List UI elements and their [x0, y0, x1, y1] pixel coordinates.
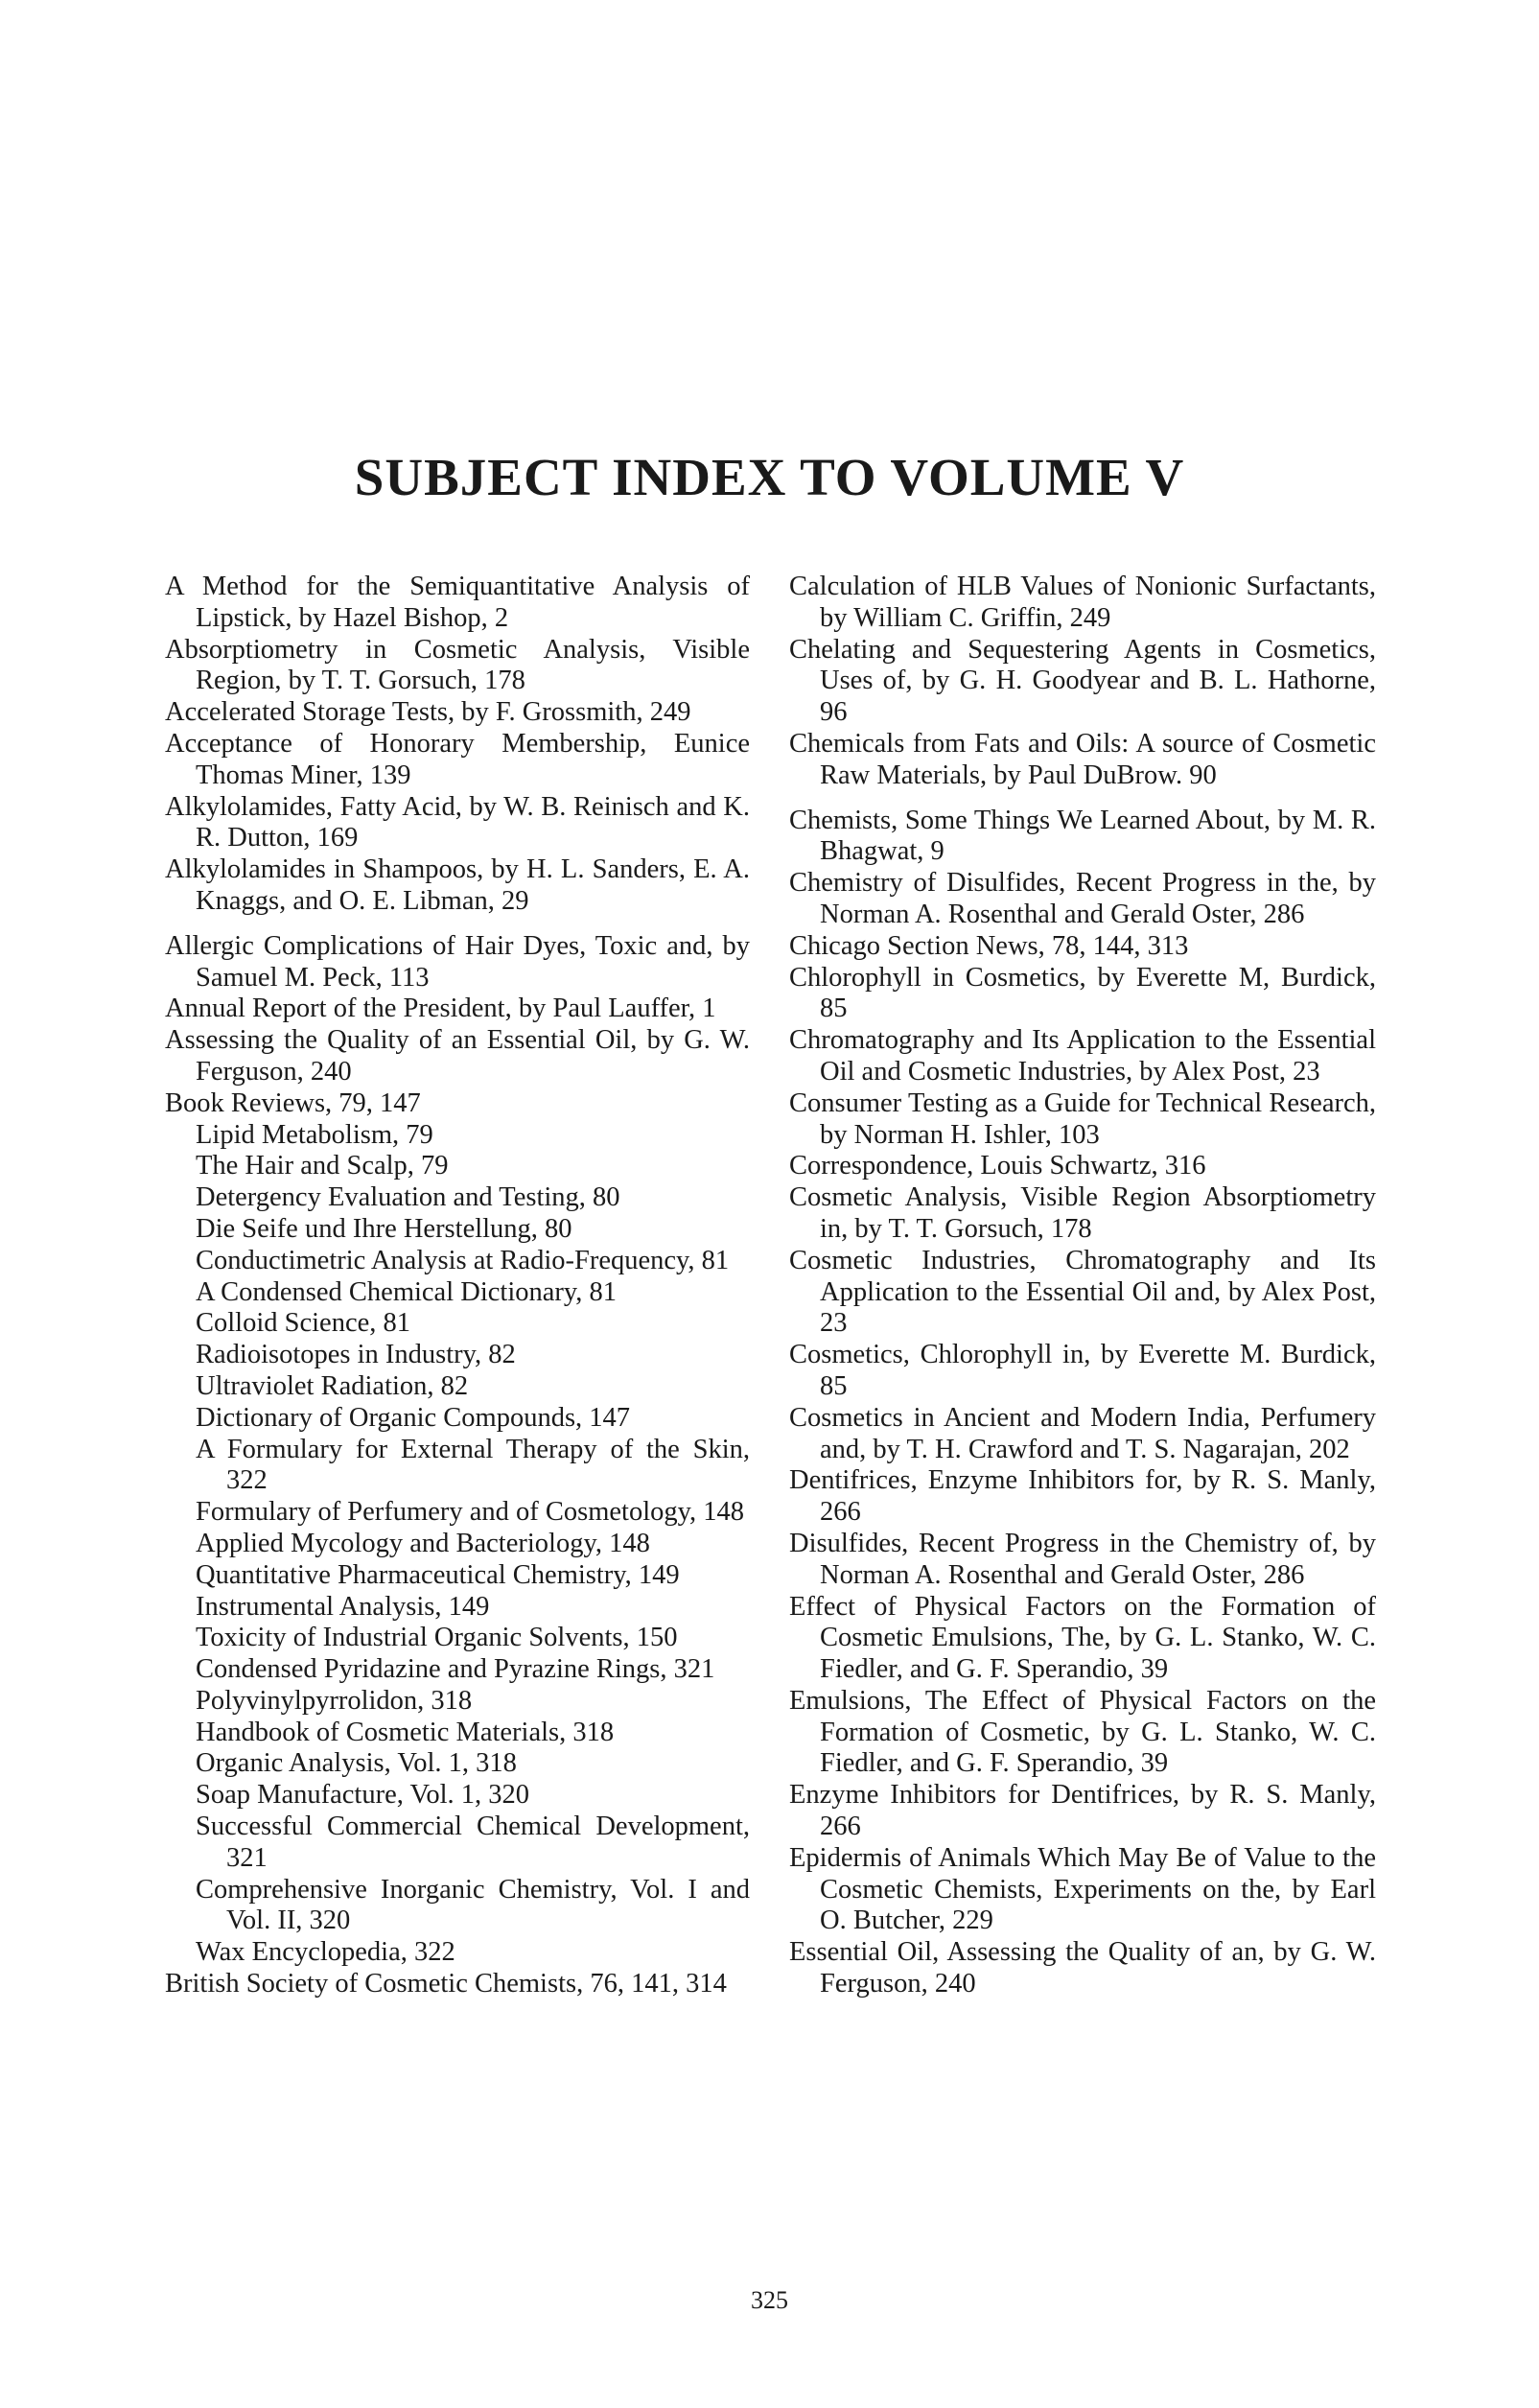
index-subentry: A Formulary for External Therapy of the Skin, 322	[196, 1434, 750, 1496]
index-entry: Epidermis of Animals Which May Be of Value to the Cosmetic Chemists, Experiments on the, by Earl O. Butcher, 229	[789, 1842, 1376, 1936]
index-subentry: Wax Encyclopedia, 322	[196, 1937, 455, 1968]
index-subentry: A Condensed Chemical Dictionary, 81	[196, 1276, 618, 1307]
index-entry: Chlorophyll in Cosmetics, by Everette M, Burdick, 85	[789, 962, 1376, 1024]
index-column-right	[789, 572, 1376, 2000]
index-subentry: Conductimetric Analysis at Radio-Frequency, 81	[196, 1245, 730, 1275]
index-subentry: Successful Commercial Chemical Development, 321	[196, 1812, 750, 1873]
index-subentry: Comprehensive Inorganic Chemistry, Vol. I and Vol. II, 320	[196, 1874, 750, 1936]
index-subentry: Dictionary of Organic Compounds, 147	[196, 1402, 631, 1433]
index-entry: Disulfides, Recent Progress in the Chemistry of, by Norman A. Rosenthal and Gerald Oster, 286	[789, 1528, 1376, 1590]
index-subentry: Instrumental Analysis, 149	[196, 1591, 490, 1622]
index-entry: A Method for the Semiquantitative Analysis of Lipstick, by Hazel Bishop, 2	[165, 572, 750, 633]
index-entry: Chelating and Sequestering Agents in Cosmetics, Uses of, by G. H. Goodyear and B. L. Hathorne, 96	[789, 634, 1376, 728]
index-entry: Chemistry of Disulfides, Recent Progress in the, by Norman A. Rosenthal and Gerald Oster, 286	[789, 868, 1376, 929]
index-entry: Calculation of HLB Values of Nonionic Surfactants, by William C. Griffin, 249	[789, 572, 1376, 633]
index-entry: Annual Report of the President, by Paul Lauffer, 1	[165, 994, 716, 1024]
index-entry: Effect of Physical Factors on the Formation of Cosmetic Emulsions, The, by G. L. Stanko, W. C. Fiedler, and G. F. Sperandio, 39	[789, 1591, 1376, 1685]
index-entry: Enzyme Inhibitors for Dentifrices, by R. S. Manly, 266	[789, 1780, 1376, 1842]
index-subentry: Soap Manufacture, Vol. 1, 320	[196, 1780, 530, 1811]
index-entry: Chemicals from Fats and Oils: A source of Cosmetic Raw Materials, by Paul DuBrow. 90	[789, 728, 1376, 790]
index-entry: Chemists, Some Things We Learned About, by M. R. Bhagwat, 9	[789, 805, 1376, 867]
index-entry: Dentifrices, Enzyme Inhibitors for, by R. S. Manly, 266	[789, 1465, 1376, 1528]
index-entry: Chicago Section News, 78, 144, 313	[789, 930, 1189, 961]
index-entry: Cosmetic Industries, Chromatography and Its Application to the Essential Oil and, by Alex Post, 23	[789, 1245, 1376, 1339]
index-subentry: Applied Mycology and Bacteriology, 148	[196, 1528, 650, 1558]
index-entry: Essential Oil, Assessing the Quality of an, by G. W. Ferguson, 240	[789, 1937, 1376, 1999]
index-entry: Consumer Testing as a Guide for Technical Research, by Norman H. Ishler, 103	[789, 1087, 1376, 1150]
index-subentry: Quantitative Pharmaceutical Chemistry, 149	[196, 1559, 680, 1590]
index-entry: British Society of Cosmetic Chemists, 76, 141, 314	[165, 1969, 727, 1999]
index-entry: Acceptance of Honorary Membership, Eunice Thomas Miner, 139	[165, 728, 750, 790]
index-entry: Cosmetic Analysis, Visible Region Absorptiometry in, by T. T. Gorsuch, 178	[789, 1182, 1376, 1244]
index-entry: Emulsions, The Effect of Physical Factors on the Formation of Cosmetic, by G. L. Stanko, W. C. Fiedler, and G. F. Sperandio, 39	[789, 1685, 1376, 1779]
index-entry: Correspondence, Louis Schwartz, 316	[789, 1151, 1206, 1181]
index-entry: Alkylolamides in Shampoos, by H. L. Sanders, E. A. Knaggs, and O. E. Libman, 29	[165, 854, 750, 916]
index-entry: Allergic Complications of Hair Dyes, Toxic and, by Samuel M. Peck, 113	[165, 930, 750, 993]
index-subentry: Detergency Evaluation and Testing, 80	[196, 1182, 620, 1213]
page-number: 325	[751, 2286, 788, 2314]
index-subentry: The Hair and Scalp, 79	[196, 1151, 449, 1181]
page-title: SUBJECT INDEX TO VOLUME V	[354, 448, 1185, 506]
index-entry: Book Reviews, 79, 147	[165, 1087, 421, 1118]
index-subentry: Polyvinylpyrrolidon, 318	[196, 1685, 473, 1716]
index-entry: Alkylolamides, Fatty Acid, by W. B. Reinisch and K. R. Dutton, 169	[165, 791, 750, 853]
index-column-left	[165, 572, 750, 2000]
index-subentry: Lipid Metabolism, 79	[196, 1119, 433, 1150]
index-entry: Absorptiometry in Cosmetic Analysis, Visible Region, by T. T. Gorsuch, 178	[165, 634, 750, 696]
index-entry: Chromatography and Its Application to the Essential Oil and Cosmetic Industries, by Alex Post, 23	[789, 1025, 1376, 1087]
index-entry: Assessing the Quality of an Essential Oil, by G. W. Ferguson, 240	[165, 1025, 750, 1087]
index-subentry: Toxicity of Industrial Organic Solvents, 150	[196, 1623, 678, 1653]
index-subentry: Radioisotopes in Industry, 82	[196, 1340, 516, 1370]
index-subentry: Ultraviolet Radiation, 82	[196, 1370, 469, 1401]
index-subentry: Colloid Science, 81	[196, 1308, 411, 1339]
index-entry: Cosmetics, Chlorophyll in, by Everette M. Burdick, 85	[789, 1340, 1376, 1401]
index-entry: Cosmetics in Ancient and Modern India, Perfumery and, by T. H. Crawford and T. S. Nagarajan, 202	[789, 1402, 1376, 1464]
index-subentry: Organic Analysis, Vol. 1, 318	[196, 1748, 517, 1779]
index-entry: Accelerated Storage Tests, by F. Grossmith, 249	[165, 697, 691, 728]
index-subentry: Condensed Pyridazine and Pyrazine Rings, 321	[196, 1654, 715, 1685]
index-subentry: Formulary of Perfumery and of Cosmetology, 148	[196, 1497, 745, 1528]
index-subentry: Handbook of Cosmetic Materials, 318	[196, 1717, 615, 1747]
index-subentry: Die Seife und Ihre Herstellung, 80	[196, 1213, 572, 1244]
